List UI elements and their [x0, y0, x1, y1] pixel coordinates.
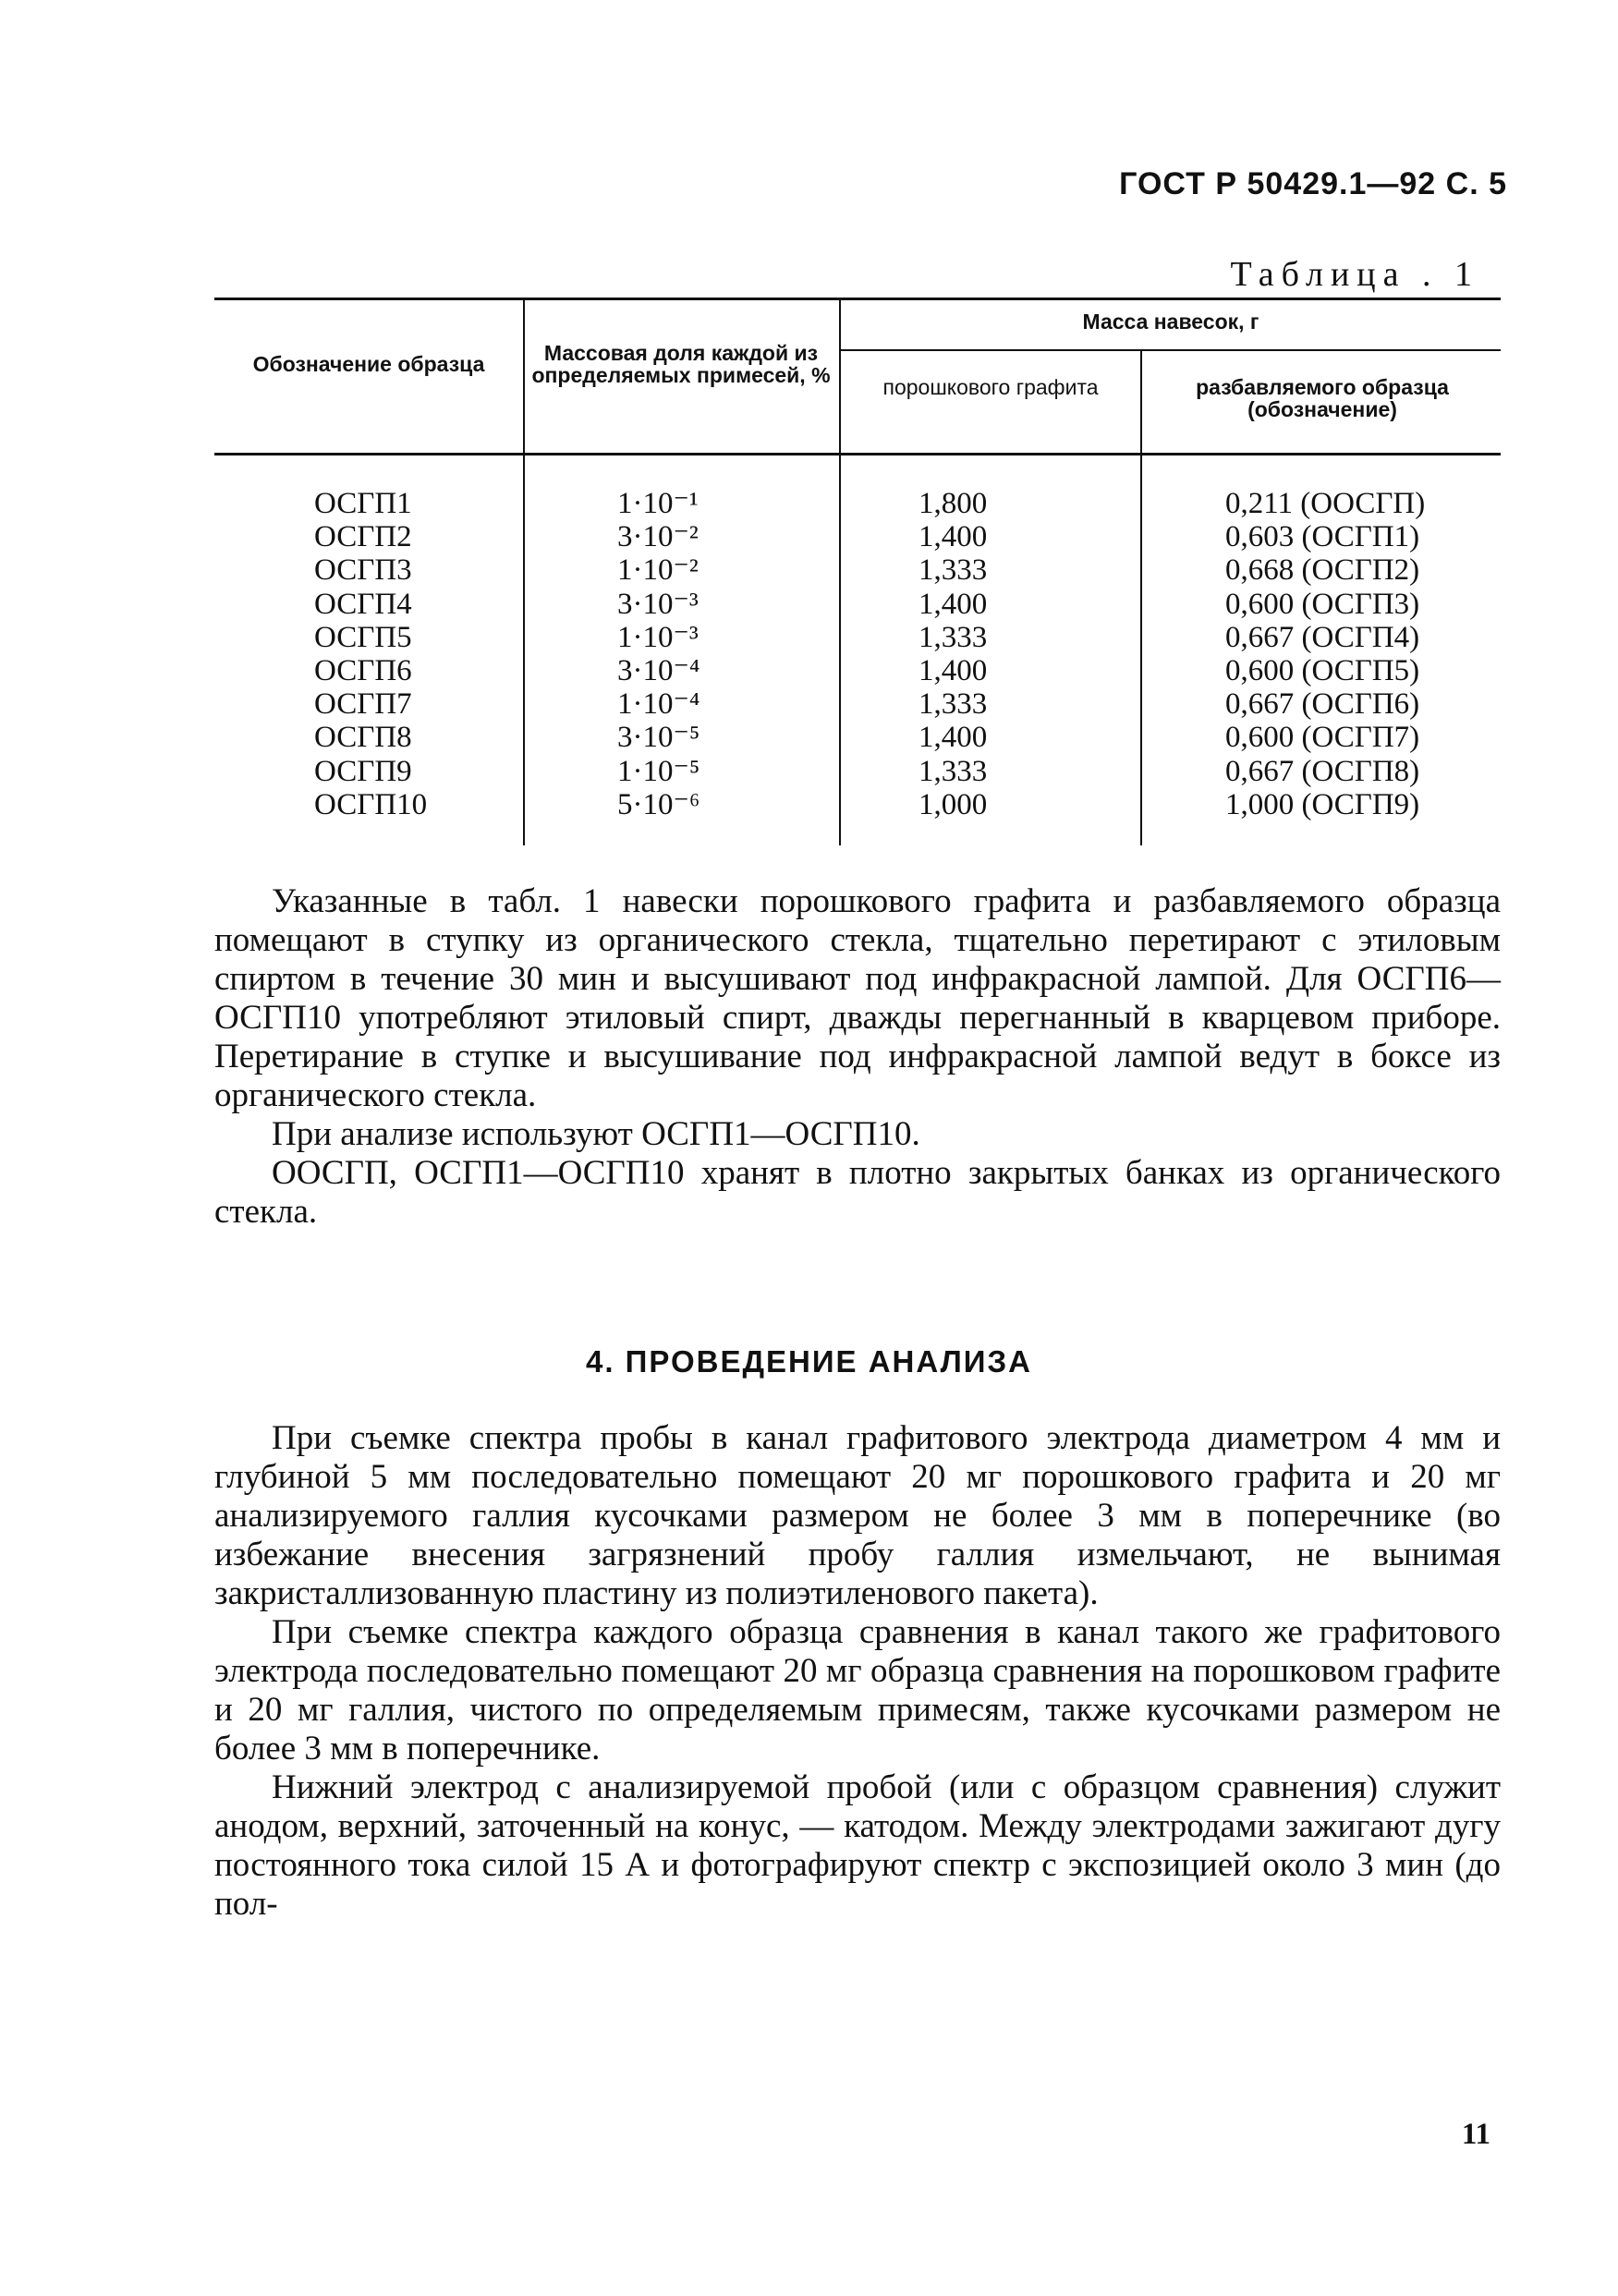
cell-mass-fraction: 1·10⁻⁵ [617, 754, 700, 788]
header-mass-group: Масса навесок, г [1082, 310, 1259, 334]
cell-diluted: 0,603 (ОСГП1) [1225, 520, 1420, 554]
cell-graphite: 1,400 [918, 587, 988, 621]
paragraph: При анализе используют ОСГП1—ОСГП10. [272, 1115, 920, 1153]
cell-mass-fraction: 3·10⁻⁴ [617, 654, 700, 688]
cell-mass-fraction: 1·10⁻⁴ [617, 687, 700, 722]
text-block-2 [214, 1419, 1501, 1924]
cell-mass-fraction: 3·10⁻² [617, 520, 699, 554]
column-designation [314, 487, 427, 821]
document-header: ГОСТ Р 50429.1—92 С. 5 [1119, 166, 1507, 201]
cell-diluted: 0,667 (ОСГП4) [1225, 620, 1420, 654]
header-mass-fraction: Массовая доля каждой из определяемых примесей, % [531, 341, 831, 387]
paragraph: Нижний электрод с анализируемой пробой (или с образцом сравнения) служит анодом, верхний, заточенный на конус, — катодом. Между электродами зажигают дугу постоянного тока силой 15 А и фотографируют спектр с экспозицией около 3 мин (до пол- [214, 1768, 1501, 1923]
cell-graphite: 1,800 [918, 487, 988, 520]
paragraph: ООСГП, ОСГП1—ОСГП10 хранят в плотно закрытых банках из органического стекла. [214, 1154, 1501, 1231]
table-vline-1 [523, 300, 525, 845]
data-table [214, 298, 1501, 852]
cell-diluted: 0,667 (ОСГП6) [1225, 687, 1420, 722]
header-designation: Обозначение образца [252, 352, 485, 376]
table-caption: Таблица . 1 [1230, 255, 1479, 294]
cell-designation: ОСГП2 [314, 520, 412, 554]
cell-designation: ОСГП6 [314, 654, 412, 688]
cell-graphite: 1,333 [918, 687, 988, 722]
cell-diluted: 0,211 (ООСГП) [1225, 487, 1426, 520]
cell-graphite: 1,400 [918, 721, 988, 755]
cell-designation: ОСГП7 [314, 687, 412, 722]
table-vline-3 [1140, 351, 1142, 845]
section-title: 4. ПРОВЕДЕНИЕ АНАЛИЗА [585, 1344, 1033, 1379]
cell-diluted: 0,667 (ОСГП8) [1225, 754, 1420, 788]
cell-designation: ОСГП5 [314, 620, 412, 654]
table-top-rule [214, 298, 1501, 300]
cell-mass-fraction: 1·10⁻¹ [617, 487, 699, 520]
column-diluted [1225, 487, 1425, 821]
cell-diluted: 0,600 (ОСГП7) [1225, 721, 1420, 755]
cell-mass-fraction: 1·10⁻² [617, 553, 699, 588]
cell-diluted: 0,668 (ОСГП2) [1225, 553, 1420, 588]
header-graphite: порошкового графита [882, 375, 1099, 399]
page-number: 11 [1461, 2118, 1490, 2151]
cell-diluted: 0,600 (ОСГП5) [1225, 654, 1420, 688]
paragraph: При съемке спектра пробы в канал графитового электрода диаметром 4 мм и глубиной 5 мм последовательно помещают 20 мг порошкового графита и 20 мг анализируемого галлия кусочками размером не более 3 мм в поперечнике (во избежание внесения загрязнений пробу галлия измельчают, не вынимая закристаллизованную пластину из полиэтиленового пакета). [214, 1419, 1501, 1612]
cell-designation: ОСГП3 [314, 553, 412, 588]
paragraph: Указанные в табл. 1 навески порошкового графита и разбавляемого образца помещают в ступку из органического стекла, тщательно перетирают с этиловым спиртом в течение 30 мин и высушивают под инфракрасной лампой. Для ОСГП6—ОСГП10 употребляют этиловый спирт, дважды перегнанный в кварцевом приборе. Перетирание в ступке и высушивание под инфракрасной лампой ведут в боксе из органического стекла. [214, 882, 1501, 1114]
cell-designation: ОСГП1 [314, 487, 412, 520]
table-vline-2 [839, 300, 841, 845]
column-graphite [918, 487, 987, 821]
table-group-rule [839, 349, 1501, 351]
cell-mass-fraction: 1·10⁻³ [617, 620, 699, 654]
cell-graphite: 1,333 [918, 754, 988, 788]
cell-graphite: 1,400 [918, 654, 988, 688]
cell-graphite: 1,333 [918, 620, 988, 654]
text-block-1 [214, 882, 1501, 1232]
cell-designation: ОСГП8 [314, 721, 412, 755]
cell-graphite: 1,000 [918, 787, 988, 821]
cell-mass-fraction: 5·10⁻⁶ [617, 787, 700, 821]
table-header-rule [214, 453, 1501, 456]
cell-diluted: 0,600 (ОСГП3) [1225, 587, 1420, 621]
cell-graphite: 1,333 [918, 553, 988, 588]
paragraph: При съемке спектра каждого образца сравнения в канал такого же графитового электрода последовательно помещают 20 мг образца сравнения на порошковом графите и 20 мг галлия, чистого по определяемым примесям, также кусочками размером не более 3 мм в поперечнике. [214, 1613, 1501, 1768]
cell-designation: ОСГП4 [314, 587, 412, 621]
column-mass-fraction [617, 487, 700, 821]
cell-diluted: 1,000 (ОСГП9) [1225, 787, 1420, 821]
cell-mass-fraction: 3·10⁻⁵ [617, 721, 700, 755]
cell-designation: ОСГП9 [314, 754, 412, 788]
cell-graphite: 1,400 [918, 520, 988, 554]
header-diluted: разбавляемого образца (обозначение) [1196, 375, 1449, 421]
cell-mass-fraction: 3·10⁻³ [617, 587, 699, 621]
cell-designation: ОСГП10 [314, 787, 428, 821]
